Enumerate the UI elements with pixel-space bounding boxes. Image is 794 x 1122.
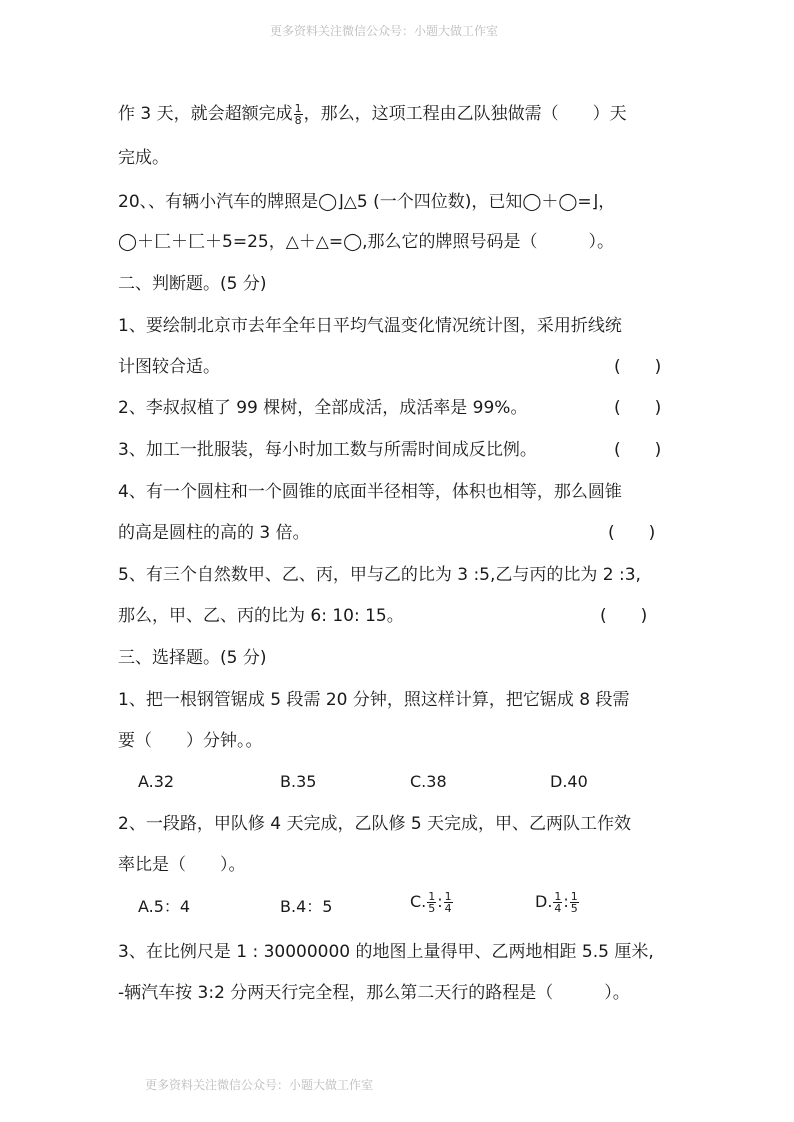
choice-1-option-c[interactable]: C.38 xyxy=(410,772,447,791)
judge-2-text: 2、李叔叔植了 99 棵树，全部成活，成活率是 99%。 xyxy=(118,398,528,418)
watermark-top: 更多资料关注微信公众号：小题大做工作室 xyxy=(270,24,499,38)
option-d-fraction-2: $\frac{1}{5}$ xyxy=(570,890,578,915)
section-2-title: 二、判断题。(5 分) xyxy=(118,274,267,294)
choice-1-line-1: 1、把一根钢管锯成 5 段需 20 分钟，照这样计算，把它锯成 8 段需 xyxy=(118,690,630,710)
q19-text-a: 作 3 天，就会超额完成 xyxy=(118,104,293,124)
choice-2-option-d[interactable] xyxy=(535,890,580,914)
q19-line-2: 完成。 xyxy=(118,148,169,168)
choice-2-option-b[interactable]: B.4：5 xyxy=(280,897,333,916)
judge-2-answer-bracket[interactable]: ( ) xyxy=(614,398,662,418)
option-c-separator: : xyxy=(437,892,443,911)
q19-fraction: $\frac{1}{8}$ xyxy=(294,101,302,127)
choice-1-line-2: 要（ ）分钟。。 xyxy=(118,731,263,751)
choice-2-option-c-label: C. xyxy=(410,892,427,911)
option-c-fraction-1: $\frac{1}{5}$ xyxy=(428,890,436,915)
choice-1-option-b[interactable]: B.35 xyxy=(280,772,317,791)
choice-1-option-d[interactable]: D.40 xyxy=(550,772,588,791)
judge-4-line-1: 4、有一个圆柱和一个圆锥的底面半径相等，体积也相等，那么圆锥 xyxy=(118,482,622,502)
judge-3-text: 3、加工一批服装，每小时加工数与所需时间成反比例。 xyxy=(118,440,537,460)
judge-4-line-2: 的高是圆柱的高的 3 倍。 xyxy=(118,523,310,543)
q20-line-1: 20、、有辆小汽车的牌照是◯⌋△5 (一个四位数)，已知◯＋◯=⌋， xyxy=(118,192,616,212)
choice-3-line-1: 3、在比例尺是 1 : 30000000 的地图上量得甲、乙两地相距 5.5 厘米, xyxy=(118,942,654,962)
choice-2-option-c[interactable] xyxy=(410,890,454,914)
choice-2-option-a[interactable]: A.5：4 xyxy=(138,897,191,916)
judge-5-line-2: 那么，甲、乙、丙的比为 6: 10: 15。 xyxy=(118,606,404,626)
choice-2-option-d-label: D. xyxy=(535,892,553,911)
judge-4-answer-bracket[interactable]: ( ) xyxy=(608,523,656,543)
watermark-bottom: 更多资料关注微信公众号：小题大做工作室 xyxy=(145,1078,374,1092)
choice-2-line-2: 率比是（ ）。 xyxy=(118,855,246,875)
choice-2-line-1: 2、一段路，甲队修 4 天完成，乙队修 5 天完成，甲、乙两队工作效 xyxy=(118,814,632,834)
option-d-separator: : xyxy=(563,892,569,911)
judge-1-answer-bracket[interactable]: ( ) xyxy=(614,357,662,377)
choice-1-option-a[interactable]: A.32 xyxy=(138,772,175,791)
section-3-title: 三、选择题。(5 分) xyxy=(118,648,267,668)
option-d-fraction-1: $\frac{1}{4}$ xyxy=(554,890,562,915)
option-c-fraction-2: $\frac{1}{4}$ xyxy=(444,890,452,915)
judge-3-answer-bracket[interactable]: ( ) xyxy=(614,440,662,460)
judge-5-answer-bracket[interactable]: ( ) xyxy=(600,606,648,626)
q19-line-1 xyxy=(118,102,678,126)
choice-3-line-2: -辆汽车按 3:2 分两天行完全程，那么第二天行的路程是（ ）。 xyxy=(118,983,630,1003)
q19-text-b: ，那么，这项工程由乙队独做需（ ）天 xyxy=(303,104,627,124)
q20-line-2: ◯＋匚＋匚＋5=25，△＋△=◯,那么它的牌照号码是（ ）。 xyxy=(118,232,615,252)
judge-1-line-2: 计图较合适。 xyxy=(118,357,220,377)
judge-1-line-1: 1、要绘制北京市去年全年日平均气温变化情况统计图，采用折线统 xyxy=(118,316,622,336)
judge-5-line-1: 5、有三个自然数甲、乙、丙，甲与乙的比为 3 :5,乙与丙的比为 2 :3, xyxy=(118,565,641,585)
